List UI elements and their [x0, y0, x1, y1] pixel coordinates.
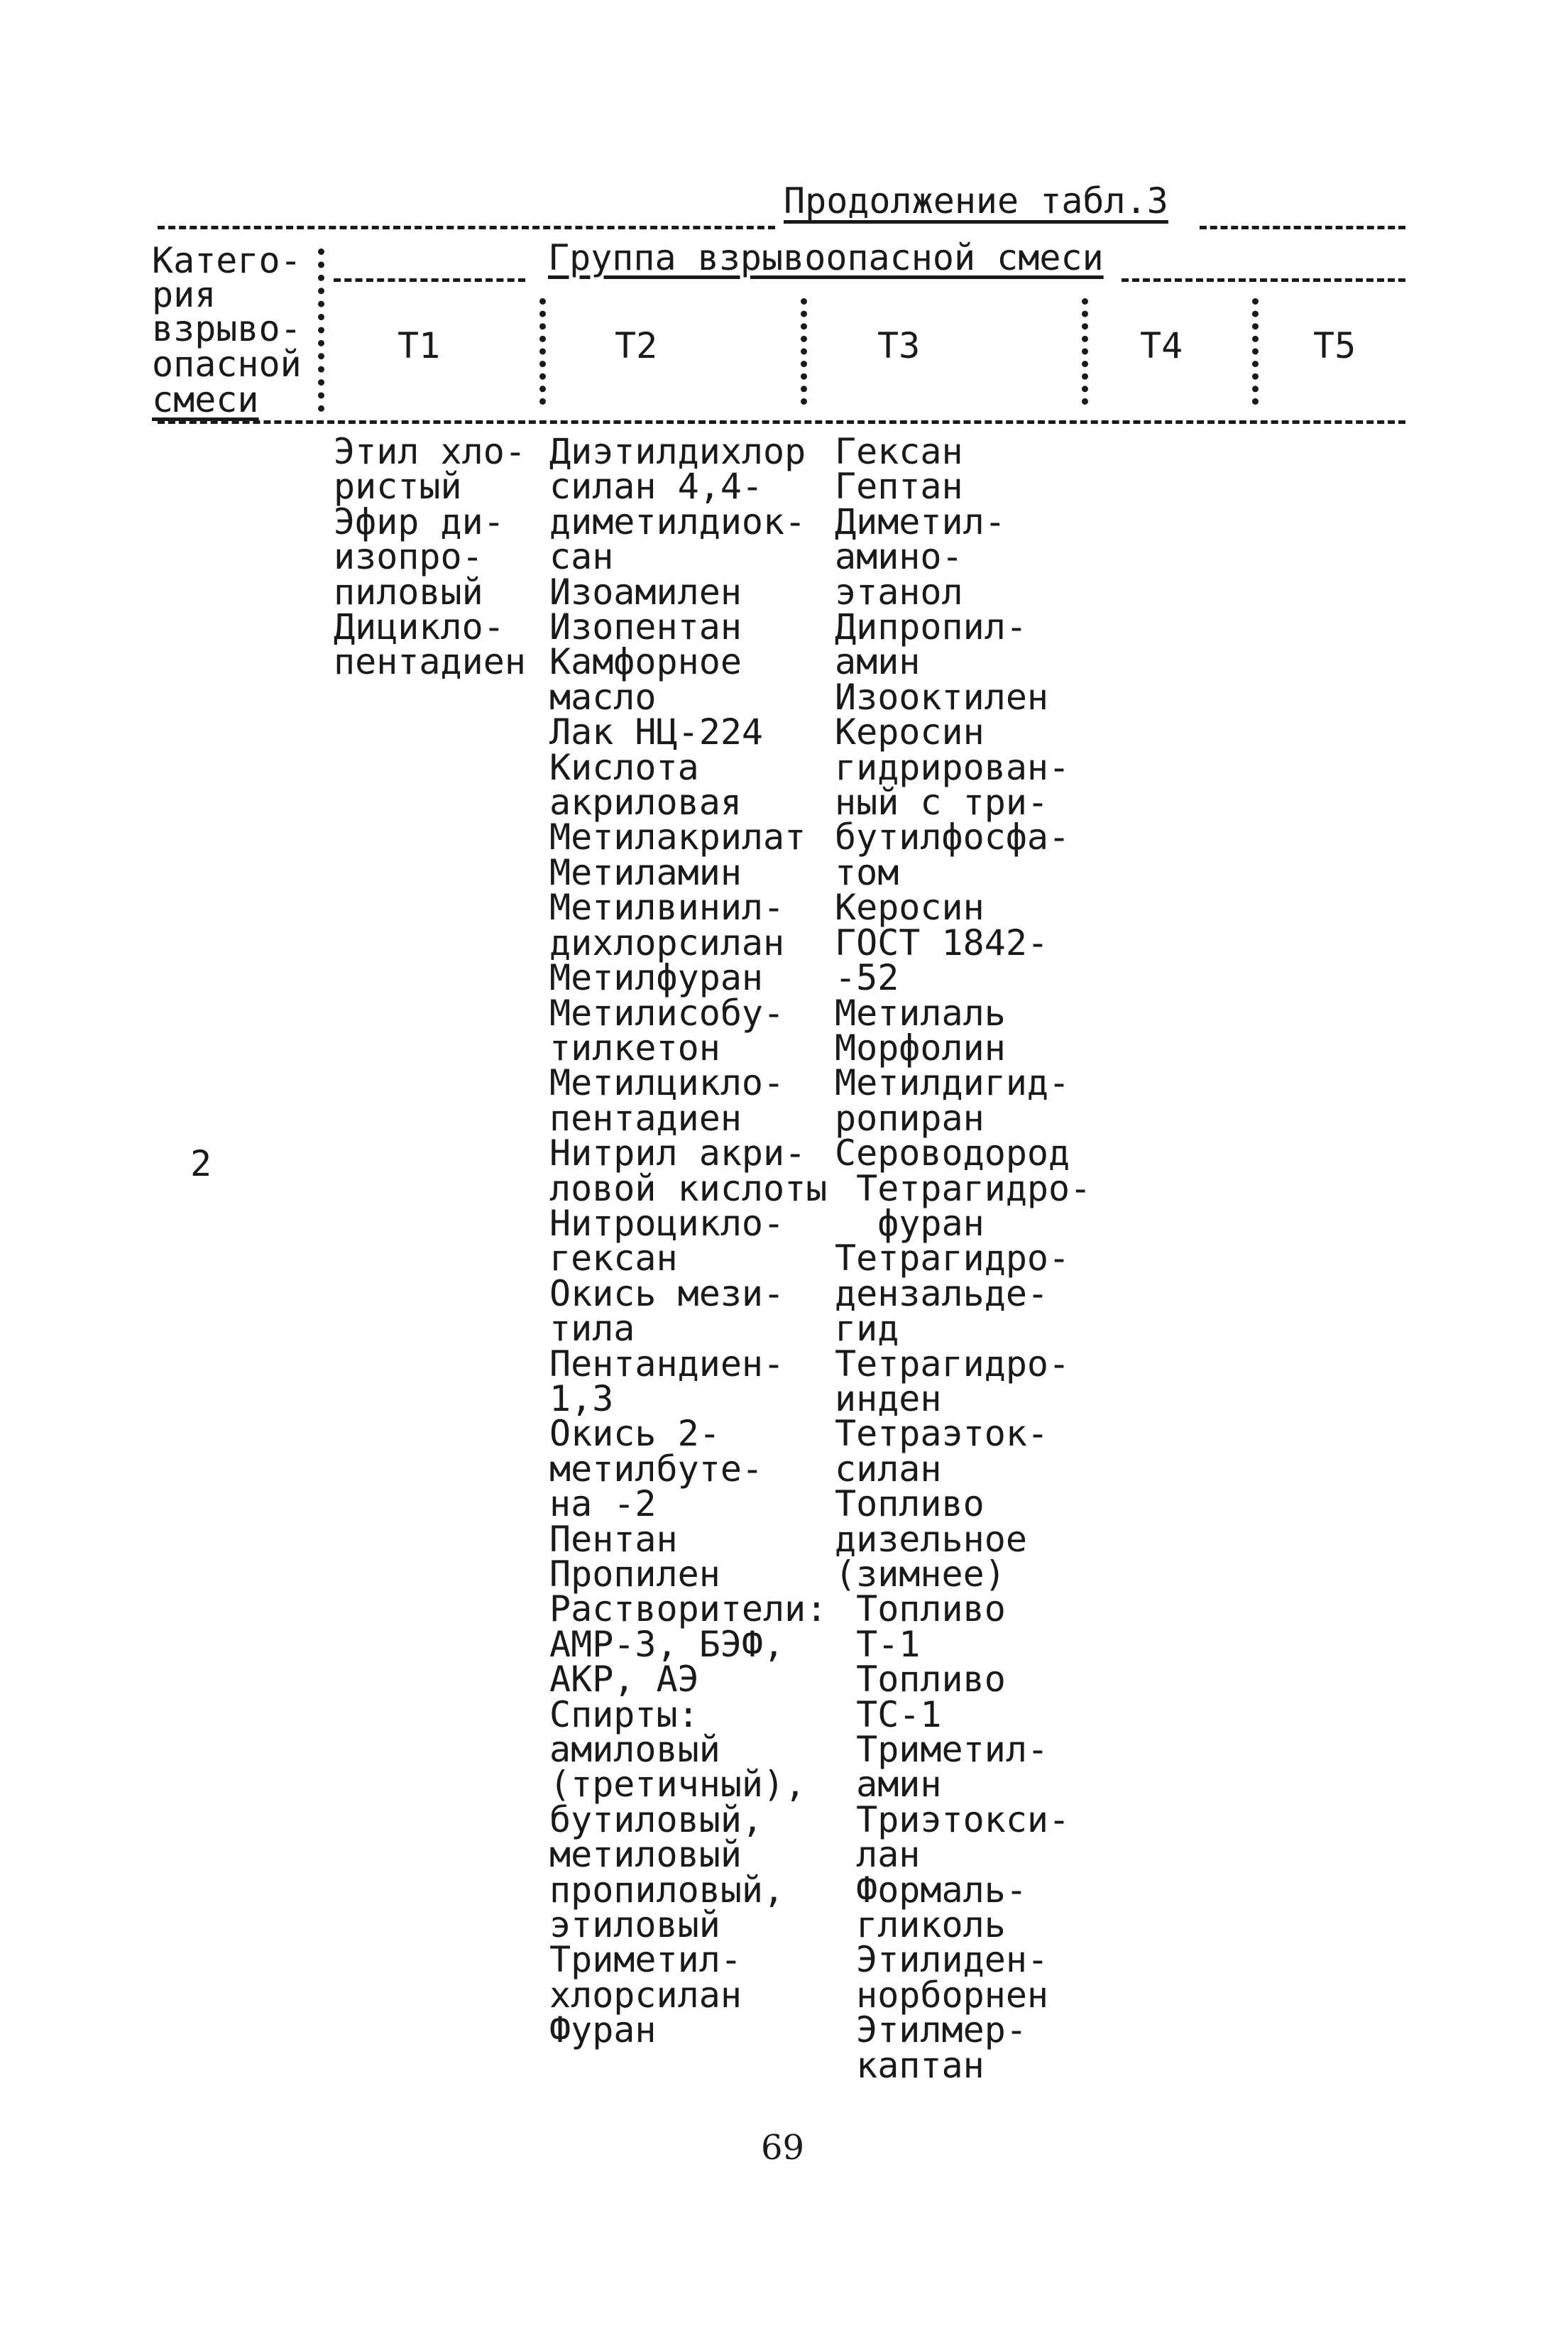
t3-line: Топливо	[835, 1483, 985, 1525]
t3-line: том	[835, 851, 899, 893]
t3-line: силан	[835, 1448, 942, 1490]
header-divider-3	[1082, 298, 1088, 405]
group-heading-t5: T5	[1313, 325, 1356, 366]
t3-line: ный с три-	[835, 782, 1049, 824]
t2-line: ловой кислоты	[549, 1167, 828, 1209]
t3-line: Триметил-	[835, 1729, 1049, 1771]
t2-line: Нитрил акри-	[549, 1132, 806, 1174]
t3-line: дизельное	[835, 1518, 1027, 1560]
t3-line: Сероводород	[835, 1132, 1070, 1174]
group-dash-left	[334, 278, 525, 282]
column-t2	[549, 431, 828, 2051]
t2-line: Метилвинил-	[549, 887, 785, 929]
t2-line: этиловый	[549, 1904, 720, 1946]
t2-line: Метилцикло-	[549, 1062, 785, 1104]
t2-line: тила	[549, 1308, 635, 1350]
t3-line: гидрирован-	[835, 746, 1070, 788]
category-header-line-1: Катего-	[152, 240, 302, 281]
group-heading-t2: T2	[615, 325, 658, 366]
t3-line: амин	[835, 1764, 942, 1806]
t3-line: норборнен	[835, 1974, 1049, 2016]
t1-line: ристый	[334, 466, 462, 508]
t3-line: гид	[835, 1308, 899, 1350]
t3-line: -52	[835, 957, 899, 999]
t2-line: Пропилен	[549, 1553, 720, 1595]
t1-line: пентадиен	[334, 641, 526, 683]
category-header-divider	[318, 249, 324, 412]
t2-line: метилбуте-	[549, 1448, 764, 1490]
t3-line: ТС-1	[835, 1693, 942, 1735]
t3-line: Триэтокси-	[835, 1798, 1070, 1840]
t2-line: АМР-3, БЭФ,	[549, 1623, 785, 1665]
t3-line: амино-	[835, 536, 963, 578]
t2-line: Метилфуран	[549, 957, 764, 999]
t2-line: (третичный),	[549, 1764, 806, 1806]
t3-line: Т-1	[835, 1623, 921, 1665]
group-heading-t3: T3	[877, 325, 921, 366]
category-header-line-2: рия	[152, 274, 216, 315]
t2-line: Окись мези-	[549, 1272, 785, 1314]
t3-line: Топливо	[835, 1659, 1006, 1700]
t3-line: Морфолин	[835, 1027, 1006, 1069]
t2-line: 1,3	[549, 1377, 614, 1419]
t3-line: Тетрагидро-	[835, 1238, 1070, 1279]
category-header-line-5: смеси	[152, 379, 259, 420]
t3-line: амин	[835, 641, 921, 683]
t2-line: хлорсилан	[549, 1974, 742, 2016]
t3-line: инден	[835, 1377, 942, 1419]
t2-line: Лак НЦ-224	[549, 711, 764, 753]
page-number: 69	[761, 2128, 805, 2168]
t2-line: бутиловый,	[549, 1798, 764, 1840]
t3-line: Тетраэток-	[835, 1413, 1049, 1455]
t2-line: АКР, АЭ	[549, 1659, 699, 1700]
t2-line: Фуран	[549, 2009, 657, 2051]
t2-line: на -2	[549, 1483, 657, 1525]
group-heading-t4: T4	[1140, 325, 1183, 366]
t3-line: Дипропил-	[835, 606, 1027, 648]
t2-line: пентадиен	[549, 1097, 742, 1139]
t2-line: Кислота	[549, 746, 699, 788]
t2-line: силан 4,4-	[549, 466, 764, 508]
column-t3	[835, 431, 1092, 2086]
t3-line: этанол	[835, 571, 963, 613]
t3-line: фуран	[835, 1202, 985, 1244]
header-bottom-rule	[158, 420, 1405, 424]
t1-line: пиловый	[334, 571, 483, 613]
t3-line: ГОСТ 1842-	[835, 922, 1049, 963]
t2-line: Растворители:	[549, 1588, 828, 1630]
t2-line: дихлорсилан	[549, 922, 785, 963]
t2-line: Нитроцикло-	[549, 1202, 785, 1244]
t2-line: Спирты:	[549, 1693, 699, 1735]
t1-line: изопро-	[334, 536, 483, 578]
t2-line: гексан	[549, 1238, 678, 1279]
t3-line: Этилмер-	[835, 2009, 1027, 2051]
t2-line: сан	[549, 536, 614, 578]
t3-line: ропиран	[835, 1097, 985, 1139]
t2-line: Метилисобу-	[549, 992, 785, 1034]
group-dash-right	[1122, 278, 1405, 282]
t3-line: Этилиден-	[835, 1939, 1049, 1981]
header-divider-1	[539, 298, 546, 405]
t3-line: Тетрагидро-	[835, 1343, 1070, 1385]
t3-line: Керосин	[835, 887, 985, 929]
t2-line: Изопентан	[549, 606, 742, 648]
category-value: 2	[190, 1143, 212, 1184]
t3-line: бутилфосфа-	[835, 817, 1070, 858]
t2-line: масло	[549, 676, 657, 718]
t3-line: Гептан	[835, 466, 963, 508]
t3-line: Керосин	[835, 711, 985, 753]
t3-line: (зимнее)	[835, 1553, 1006, 1595]
t2-line: Метилакрилат	[549, 817, 806, 858]
t3-line: лан	[835, 1834, 921, 1876]
t2-line: Камфорное	[549, 641, 742, 683]
t3-line: Изооктилен	[835, 676, 1049, 718]
t2-line: амиловый	[549, 1729, 720, 1771]
header-dash-right	[1200, 226, 1405, 229]
t3-line: каптан	[835, 2044, 985, 2086]
t3-line: Топливо	[835, 1588, 1006, 1630]
t3-line: Метилаль	[835, 992, 1006, 1034]
category-header-line-3: взрыво-	[152, 308, 302, 349]
t2-line: диметилдиок-	[549, 501, 806, 542]
t2-line: Окись 2-	[549, 1413, 720, 1455]
t1-line: Эфир ди-	[334, 501, 505, 542]
t2-line: метиловый	[549, 1834, 742, 1876]
t2-line: пропиловый,	[549, 1869, 785, 1911]
t1-line: Этил хло-	[334, 431, 526, 472]
t2-line: тилкетон	[549, 1027, 720, 1069]
header-divider-4	[1252, 298, 1259, 405]
t2-line: Диэтилдихлор	[549, 431, 806, 472]
t3-line: дензальде-	[835, 1272, 1049, 1314]
t2-line: Пентан	[549, 1518, 678, 1560]
t2-line: Метиламин	[549, 851, 742, 893]
header-dash-left	[158, 226, 775, 229]
group-heading-t1: T1	[398, 325, 441, 366]
category-header-line-4: опасной	[152, 344, 302, 385]
t2-line: акриловая	[549, 782, 742, 824]
t2-line: Изоамилен	[549, 571, 742, 613]
t3-line: гликоль	[835, 1904, 1006, 1946]
t3-line: Тетрагидро-	[835, 1167, 1092, 1209]
t2-line: Пентандиен-	[549, 1343, 785, 1385]
t2-line: Триметил-	[549, 1939, 742, 1981]
t3-line: Метилдигид-	[835, 1062, 1070, 1104]
group-title: Группа взрывоопасной смеси	[548, 237, 1104, 278]
t1-line: Дицикло-	[334, 606, 505, 648]
t3-line: Формаль-	[835, 1869, 1027, 1911]
header-divider-2	[801, 298, 807, 405]
continuation-title: Продолжение табл.3	[784, 180, 1168, 222]
column-t1	[334, 431, 526, 683]
t3-line: Диметил-	[835, 501, 1006, 542]
t3-line: Гексан	[835, 431, 963, 472]
